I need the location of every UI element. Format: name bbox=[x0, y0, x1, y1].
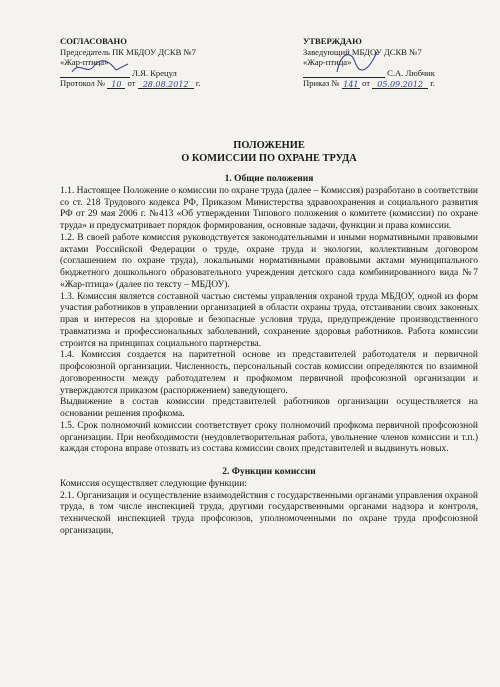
approval-block bbox=[60, 36, 478, 89]
approved-signer-name: С.А. Любчик bbox=[387, 67, 435, 78]
handwritten-signature-icon bbox=[70, 58, 130, 78]
agreed-heading: СОГЛАСОВАНО bbox=[60, 36, 127, 46]
agreed-organization: «Жар-птица» bbox=[60, 57, 109, 68]
paragraph: 1.1. Настоящее Положение о комиссии по охране труда (далее – Комиссия) разработано в соответствии со ст. 218 Трудового кодекса РФ, Приказом Министерства здравоохранения и социального развития РФ от 29 мая 2006 г. №413 «Об утверждении Типового положения о комитете (комиссии) по охране труда» и предусматривает порядок формирования, основные задачи, функции и права комиссии. bbox=[60, 185, 478, 231]
approved-organization: «Жар-птица» bbox=[303, 57, 352, 68]
approved-position: Заведующий МБДОУ ДСКВ №7 bbox=[303, 46, 422, 57]
order-from: от bbox=[362, 78, 370, 89]
document-body bbox=[60, 174, 478, 538]
agreed-signature-line bbox=[60, 68, 260, 79]
approved-signature-line bbox=[303, 68, 478, 79]
protocol-from: от bbox=[127, 78, 136, 89]
paragraph: 1.5. Срок полномочий комиссии соответствует сроку полномочий профкома первичной профсоюзной организации. При необходимости (неудовлетворительная работа, увольнение членов комиссии и т.п.) каждая сторона вправе отозвать из состава комиссии своих представителей и выдвинуть новых. bbox=[60, 420, 478, 455]
title-line-2: О КОМИССИИ ПО ОХРАНЕ ТРУДА bbox=[181, 152, 357, 164]
paragraph: 2.1. Организация и осуществление взаимодействия с государственными органами управления охраной труда, в том числе инспекцией труда, другими государственными органами надзора и контроля, технической инспекцией труда профсоюзов, уполномоченными по охране труда профсоюзной организации, bbox=[60, 490, 478, 536]
paragraph: 1.3. Комиссия является составной частью системы управления охраной труда МБДОУ, одной из форм участия работников в управлении организацией в области охраны труда, отстаивании своих законных прав и интересов на здоровые и безопасные условия труда, предупреждение производственного травматизма и профессиональных заболеваний, сохранение здоровья работников. Работа комиссии строится на принципах социального партнерства. bbox=[60, 291, 478, 349]
order-label: Приказ № bbox=[303, 78, 340, 89]
document-title bbox=[60, 140, 478, 165]
agreed-position: Председатель ПК МБДОУ ДСКВ №7 bbox=[60, 46, 196, 57]
protocol-date: 28.08.2012 bbox=[138, 80, 194, 89]
approved-column bbox=[303, 36, 478, 89]
order-year-suffix: г. bbox=[430, 78, 436, 89]
handwritten-signature-icon bbox=[333, 48, 383, 76]
protocol-line bbox=[60, 78, 260, 89]
section-gap bbox=[60, 456, 478, 467]
agreed-signer-name: Л.Я. Крецул bbox=[132, 67, 177, 78]
order-date: 05.09.2012 bbox=[372, 80, 428, 89]
section-title: 1. Общие положения bbox=[224, 174, 314, 184]
order-number: 141 bbox=[343, 79, 359, 89]
title-line-1: ПОЛОЖЕНИЕ bbox=[233, 140, 305, 151]
paragraph: 1.4. Комиссия создается на паритетной основе из представителей работодателя и первичной профсоюзной организации. Численность, персональный состав комиссии определяются по взаимной договоренности между работодателем и профкомом первичной профсоюзной организации и утверждаются приказом (распоряжением) заведующего. bbox=[60, 350, 478, 396]
paragraph: 1.2. В своей работе комиссия руководствуется законодательными и иными нормативными правовыми актами Российской Федерации о труде, охране труда и экологии, коллективным договором (соглашением по охране труда), локальными нормативными правовыми актами муниципального бюджетного дошкольного образовательного учреждения детского сада комбинированного вида №7 «Жар-птица» (далее по тексту – МБДОУ). bbox=[60, 232, 478, 290]
paragraph: Выдвижение в состав комиссии представителей работников организации осуществляется на основании решения профкома. bbox=[60, 397, 478, 419]
approved-heading: УТВЕРЖДАЮ bbox=[303, 36, 362, 46]
protocol-number: 10 bbox=[107, 80, 125, 89]
protocol-label: Протокол № bbox=[60, 78, 106, 89]
order-line bbox=[303, 78, 478, 89]
paragraph: Комиссия осуществляет следующие функции: bbox=[60, 478, 247, 489]
agreed-column bbox=[60, 36, 260, 89]
protocol-year-suffix: г. bbox=[195, 78, 201, 89]
section-title: 2. Функции комиссии bbox=[222, 467, 316, 477]
